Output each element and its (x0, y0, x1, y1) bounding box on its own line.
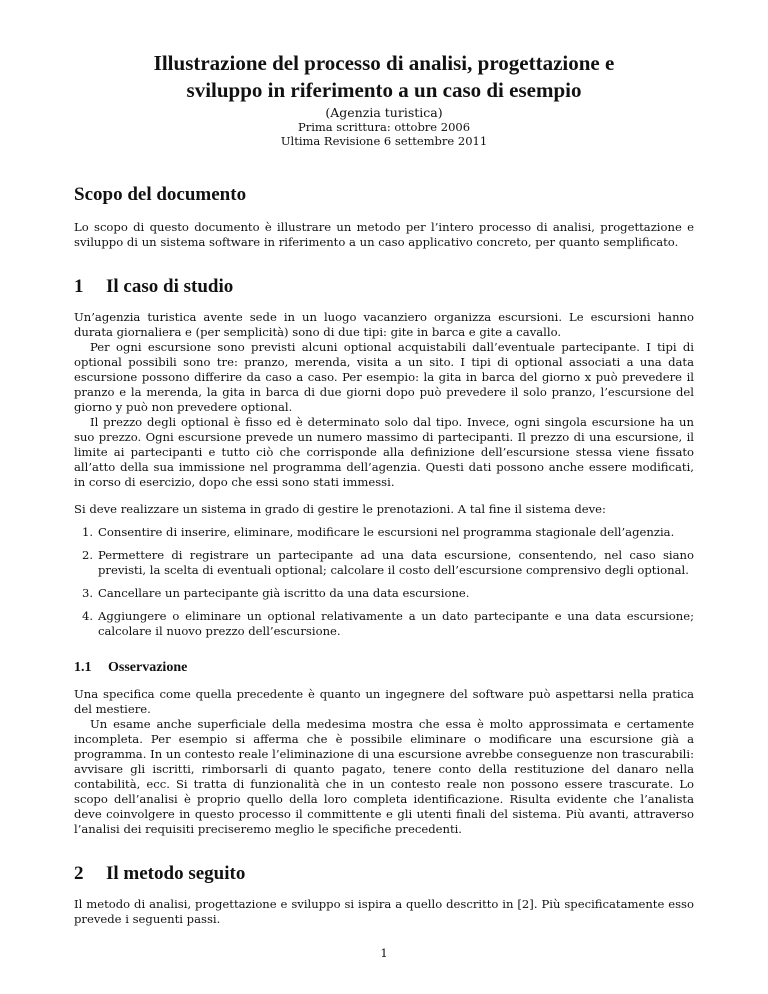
scope-heading: Scopo del documento (74, 184, 247, 205)
list-item: 1. Consentire di inserire, eliminare, modificare le escursioni nel programma stagionale dell’agenzia. (82, 525, 675, 539)
section-1-1-title: Osservazione (108, 660, 188, 675)
section-1-paragraph-2: Per ogni escursione sono previsti alcuni optional acquistabili dall’eventuale partecipante. I tipi di optional possibili sono tre: pranzo, merenda, visita a un sito. I tipi di optional associati a una data escursione possono differire da caso a caso. Per esempio: la gita in barca del giorno x può prevedere il pranzo e la merenda, la gita in barca di due giorni dopo può prevedere il solo pranzo, l’escursione del giorno y può non prevedere optional. (74, 340, 694, 414)
title-line-2: sviluppo in riferimento a un caso di esempio (186, 78, 582, 102)
section-1-paragraph-1: Un’agenzia turistica avente sede in un luogo vacanziero organizza escursioni. Le escursioni hanno durata giornaliera e (per semplicità) sono di due tipi: gite in barca e gite a cavallo. (74, 310, 694, 339)
section-1-paragraph-3: Il prezzo degli optional è fisso ed è determinato solo dal tipo. Invece, ogni singola escursione ha un suo prezzo. Ogni escursione prevede un numero massimo di partecipanti. Il prezzo di una escursione, il limite ai partecipanti e tutto ciò che corrisponde alla definizione dell’escursione stessa viene fissato all’atto della sua immissione nel programma dell’agenzia. Questi dati possono anche essere modificati, in corso di esercizio, dopo che essi sono stati immessi. (74, 415, 694, 489)
section-1-1-heading (74, 659, 694, 677)
section-2-heading (74, 863, 694, 885)
requirements-list (74, 525, 694, 639)
section-1-number: 1 (74, 276, 84, 297)
section-1-title: Il caso di studio (106, 276, 234, 297)
document-subtitle: (Agenzia turistica) (325, 105, 443, 120)
scope-paragraph: Lo scopo di questo documento è illustrare un metodo per l’intero processo di analisi, progettazione e sviluppo di un sistema software in riferimento a un caso applicativo concreto, per quanto semplificato. (74, 220, 694, 249)
document-page (74, 50, 694, 927)
title-line-1: Illustrazione del processo di analisi, progettazione e (153, 51, 615, 75)
section-1-1-number: 1.1 (74, 660, 92, 675)
last-revision-date: Ultima Revisione 6 settembre 2011 (280, 134, 488, 148)
first-written-date: Prima scrittura: ottobre 2006 (297, 120, 471, 134)
section-1-1-paragraph-1: Una specifica come quella precedente è quanto un ingegnere del software può aspettarsi nella pratica del mestiere. (74, 687, 694, 716)
list-item: 3. Cancellare un partecipante già iscritto da una data escursione. (82, 586, 470, 600)
section-2-title: Il metodo seguito (106, 863, 246, 884)
section-1-heading (74, 276, 694, 298)
section-2-number: 2 (74, 863, 84, 884)
section-1-paragraph-4: Si deve realizzare un sistema in grado di gestire le prenotazioni. A tal fine il sistema deve: (74, 502, 606, 516)
section-2-paragraph-1: Il metodo di analisi, progettazione e sviluppo si ispira a quello descritto in [2]. Più specificatamente esso prevede i seguenti passi. (74, 897, 694, 926)
list-item: 2. Permettere di registrare un partecipante ad una data escursione, consentendo, nel caso siano previsti, la scelta di eventuali optional; calcolare il costo dell’escursione comprensivo degli optional. (82, 548, 694, 577)
page-number: 1 (380, 946, 388, 960)
list-item: 4. Aggiungere o eliminare un optional relativamente a un dato partecipante e una data escursione; calcolare il nuovo prezzo dell’escursione. (82, 609, 694, 638)
document-title (74, 50, 694, 104)
section-1-1-paragraph-2: Un esame anche superficiale della medesima mostra che essa è molto approssimata e certamente incompleta. Per esempio si afferma che è possibile eliminare o modificare una escursione già a programma. In un contesto reale l’eliminazione di una escursione avrebbe conseguenze non trascurabili: avvisare gli iscritti, rimborsarli di quanto pagato, tenere conto della restituzione del danaro nella contabilità, ecc. Si tratta di funzionalità che in un contesto reale non possono essere trascurate. Lo scopo dell’analisi è proprio quello della loro completa identificazione. Risulta evidente che l’analista deve coinvolgere in questo processo il committente e gli utenti finali del sistema. Più avanti, attraverso l’analisi dei requisiti preciseremo meglio le specifiche precedenti. (74, 717, 694, 836)
